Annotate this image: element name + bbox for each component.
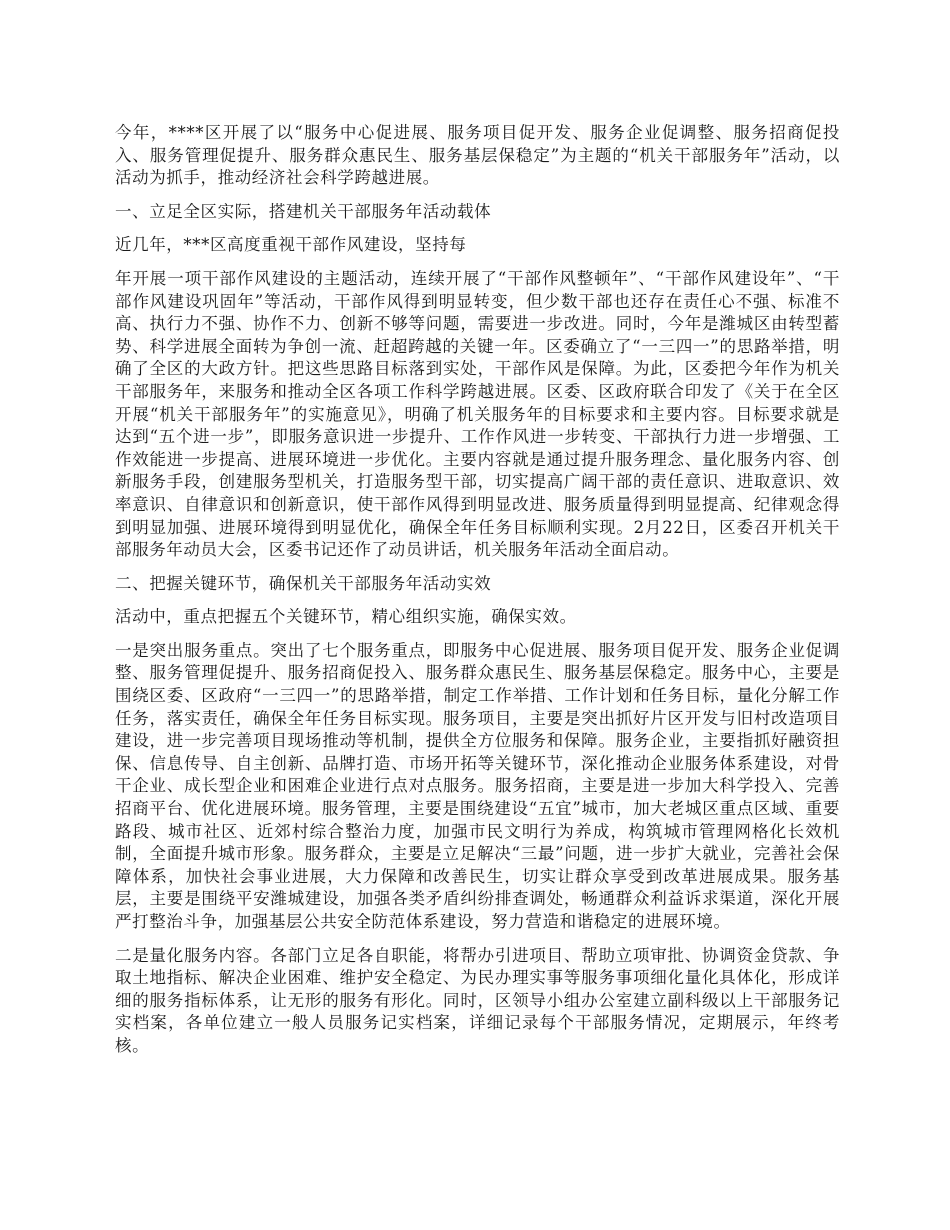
intro-paragraph: 今年，****区开展了以“服务中心促进展、服务项目促开发、服务企业促调整、服务招商促投入、服务管理促提升、服务群众惠民生、服务基层保稳定”为主题的“机关干部服务年”活动，以活动为抓手，推动经济社会科学跨越进展。 xyxy=(115,123,840,188)
document-body xyxy=(115,122,840,1069)
section-heading-1: 一、立足全区实际，搭建机关干部服务年活动载体 xyxy=(115,201,492,221)
body-paragraph-1: 近几年，***区高度重视干部作风建设，坚持每 xyxy=(115,235,467,255)
body-paragraph-5: 二是量化服务内容。各部门立足各自职能，将帮办引进项目、帮助立项审批、协调资金贷款、争取土地指标、解决企业困难、维护安全稳定、为民办理实事等服务事项细化量化具体化，形成详细的服务指标体系，让无形的服务有形化。同时，区领导小组办公室建立副科级以上干部服务记实档案，各单位建立一般人员服务记实档案，详细记录每个干部服务情况，定期展示，年终考核。 xyxy=(115,945,840,1055)
body-paragraph-3: 活动中，重点把握五个关键环节，精心组织实施，确保实效。 xyxy=(115,607,577,627)
body-paragraph-4: 一是突出服务重点。突出了七个服务重点，即服务中心促进展、服务项目促开发、服务企业促调整、服务管理促提升、服务招商促投入、服务群众惠民生、服务基层保稳定。服务中心，主要是围绕区委、区政府“一三四一”的思路举措，制定工作举措、工作计划和任务目标，量化分解工作任务，落实责任，确保全年任务目标实现。服务项目，主要是突出抓好片区开发与旧村改造项目建设，进一步完善项目现场推动等机制，提供全方位服务和保障。服务企业，主要指抓好融资担保、信息传导、自主创新、品牌打造、市场开拓等关键环节，深化推动企业服务体系建设，对骨干企业、成长型企业和困难企业进行点对点服务。服务招商，主要是进一步加大科学投入、完善招商平台、优化进展环境。服务管理，主要是围绕建设“五宜”城市，加大老城区重点区域、重要路段、城市社区、近郊村综合整治力度，加强市民文明行为养成，构筑城市管理网格化长效机制，全面提升城市形象。服务群众，主要是立足解决“三最”问题，进一步扩大就业，完善社会保障体系，加快社会事业进展，大力保障和改善民生，切实让群众享受到改革进展成果。服务基层，主要是围绕平安潍城建设，加强各类矛盾纠纷排查调处，畅通群众利益诉求渠道，深化开展严打整治斗争，加强基层公共安全防范体系建设，努力营造和谐稳定的进展环境。 xyxy=(115,640,840,931)
body-paragraph-2: 年开展一项干部作风建设的主题活动，连续开展了“干部作风整顿年”、“干部作风建设年”、“干部作风建设巩固年”等活动，干部作风得到明显转变，但少数干部也还存在责任心不强、标准不高、执行力不强、协作不力、创新不够等问题，需要进一步改进。同时，今年是潍城区由转型蓄势、科学进展全面转为争创一流、赶超跨越的关键一年。区委确立了“一三四一”的思路举措，明确了全区的大政方针。把这些思路目标落到实处，干部作风是保障。为此，区委把今年作为机关干部服务年，来服务和推动全区各项工作科学跨越进展。区委、区政府联合印发了《关于在全区开展“机关干部服务年”的实施意见》，明确了机关服务年的目标要求和主要内容。目标要求就是达到“五个进一步”，即服务意识进一步提升、工作作风进一步转变、干部执行力进一步增强、工作效能进一步提高、进展环境进一步优化。主要内容就是通过提升服务理念、量化服务内容、创新服务手段，创建服务型机关，打造服务型干部，切实提高广阔干部的责任意识、进取意识、效率意识、自律意识和创新意识，使干部作风得到明显改进、服务质量得到明显提高、纪律观念得到明显加强、进展环境得到明显优化，确保全年任务目标顺利实现。2月22日，区委召开机关干部服务年动员大会，区委书记还作了动员讲话，机关服务年活动全面启动。 xyxy=(115,268,840,560)
section-heading-2: 二、把握关键环节，确保机关干部服务年活动实效 xyxy=(115,573,492,593)
